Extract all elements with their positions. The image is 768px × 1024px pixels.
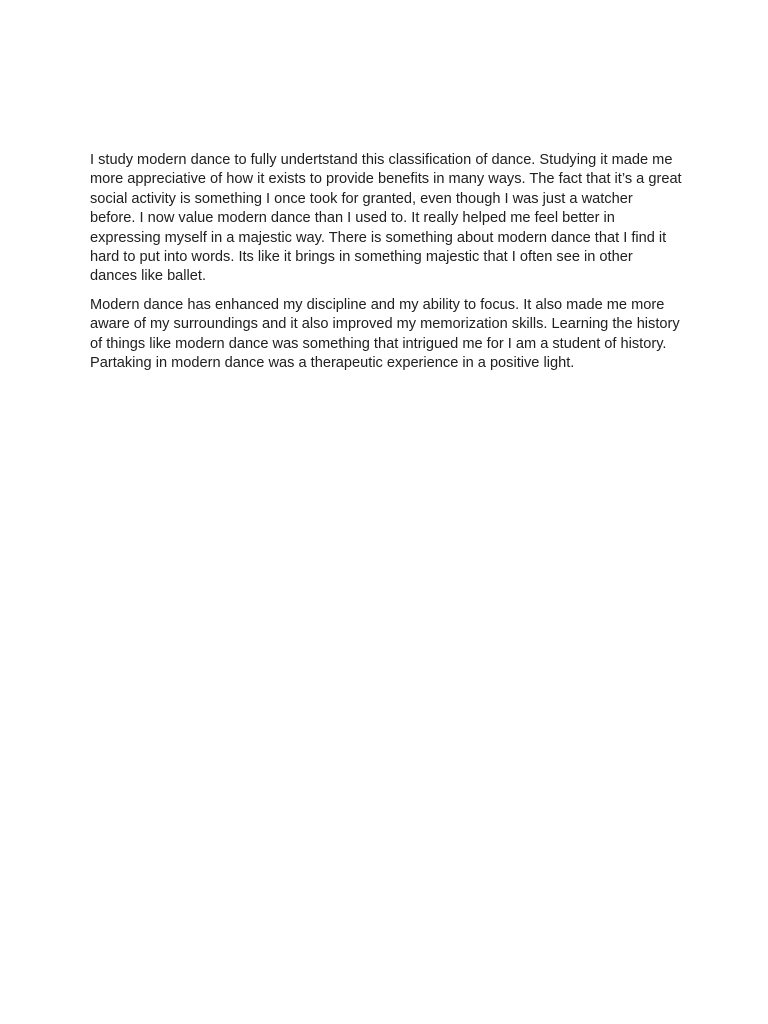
document-body [90, 151, 682, 382]
paragraph: I study modern dance to fully undertstand this classification of dance. Studying it made me more appreciative of how it exists to provide benefits in many ways. The fact that it’s a great social activity is something I once took for granted, even though I was just a watcher before. I now value modern dance than I used to. It really helped me feel better in expressing myself in a majestic way. There is something about modern dance that I find it hard to put into words. Its like it brings in something majestic that I often see in other dances like ballet. [90, 152, 682, 285]
paragraph: Modern dance has enhanced my discipline and my ability to focus. It also made me more aware of my surroundings and it also improved my memorization skills. Learning the history of things like modern dance was something that intrigued me for I am a student of history. Partaking in modern dance was a therapeutic experience in a positive light. [90, 296, 680, 372]
